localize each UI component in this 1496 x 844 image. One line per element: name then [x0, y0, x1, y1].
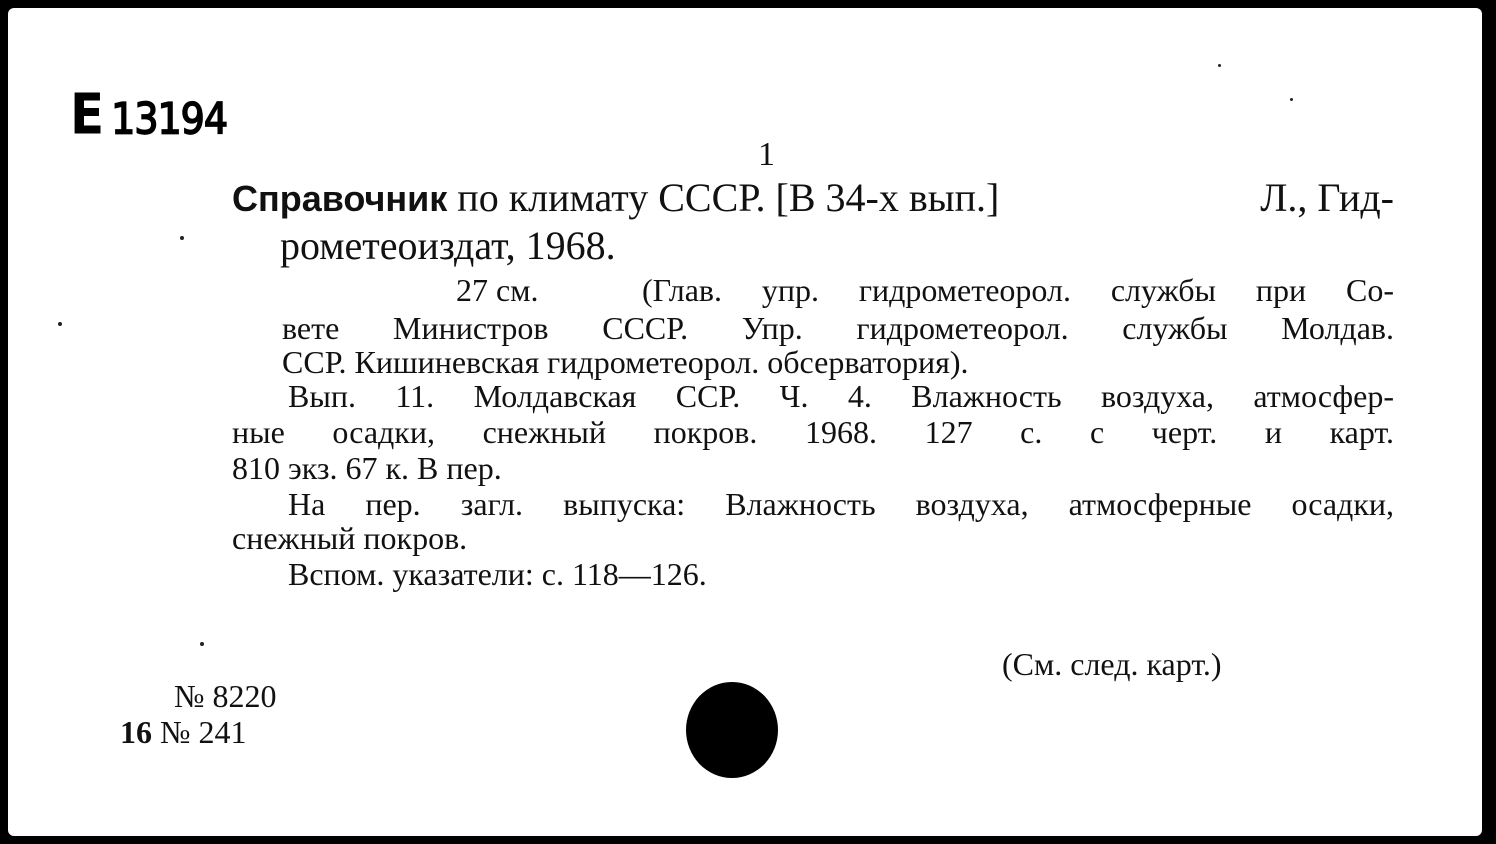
series-number-value: № 241 — [160, 714, 247, 750]
handwritten-letter: Е — [70, 82, 104, 147]
catalog-card — [8, 8, 1482, 836]
index-line: Вспом. указатели: с. 118—126. — [288, 556, 707, 592]
series-prefix: 16 — [120, 714, 152, 750]
series-note-text-2: вете Министров СССР. Упр. гидрометеорол. службы Молдав. — [282, 310, 1394, 346]
speck — [180, 236, 184, 240]
speck — [200, 642, 204, 646]
handwritten-number: 13194 — [111, 94, 228, 144]
edition-line: 810 экз. 67 к. В пер. — [232, 450, 502, 486]
handwritten-call-number — [70, 82, 227, 147]
speck — [58, 322, 62, 326]
card-number: 1 — [758, 136, 775, 173]
continued-note: (См. след. карт.) — [1002, 646, 1222, 682]
publisher-start: Л., Гид- — [1260, 175, 1394, 220]
cover-title-line-1 — [288, 486, 1394, 523]
volume-line-2 — [232, 414, 1394, 451]
speck — [1218, 64, 1221, 67]
size-text: 27 см. — [456, 272, 539, 308]
volume-text-2: ные осадки, снежный покров. 1968. 127 с. с черт. и карт. — [232, 414, 1394, 450]
shelf-number: № 8220 — [174, 678, 277, 714]
series-note-text-1: (Глав. упр. гидрометеорол. службы при Со- — [642, 272, 1394, 308]
title-line-2: рометеоиздат, 1968. — [280, 223, 616, 268]
cover-title-line-2: снежный покров. — [232, 520, 468, 556]
title-rest: по климату СССР. [В 34-х вып.] — [447, 175, 1000, 220]
title-bold: Справочник — [232, 178, 448, 219]
punch-hole — [686, 682, 778, 778]
series-number — [120, 714, 247, 751]
cover-title-text-1: На пер. загл. выпуска: Влажность воздуха, атмосферные осадки, — [288, 486, 1394, 522]
volume-line-1 — [288, 378, 1394, 415]
series-note-line-3: ССР. Кишиневская гидрометеорол. обсерватория). — [282, 344, 969, 380]
volume-text-1: Вып. 11. Молдавская ССР. Ч. 4. Влажность воздуха, атмосфер- — [288, 378, 1394, 414]
series-note-line-1 — [642, 272, 1394, 309]
series-note-line-2 — [282, 310, 1394, 347]
speck — [1290, 98, 1293, 101]
title-line-1 — [232, 174, 1394, 221]
